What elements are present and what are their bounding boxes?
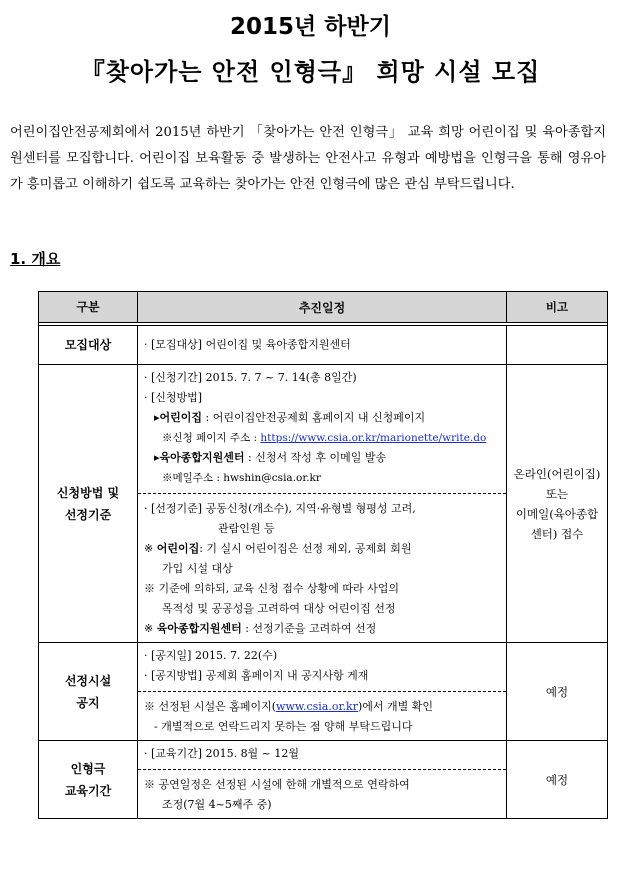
- title-line-1: 2015년 하반기: [230, 14, 391, 40]
- intro-paragraph: 어린이집안전공제회에서 2015년 하반기 「찾아가는 안전 인형극」 교육 희망 어린이집 및 육아종합지원센터를 모집합니다. 어린이집 보육활동 중 발생하는 안전사고 유형과 예방법을 인형극을 통해 영유아가 흥미롭고 이해하기 쉽도록 교육하는 찾아가는 안전 인형극에 많은 관심 부탁드립니다.: [10, 125, 606, 192]
- application-page-link[interactable]: https://www.csia.or.kr/marionette/write.do: [260, 432, 487, 444]
- table-row-education: [39, 741, 608, 819]
- category-notice-line1: 선정시설: [64, 673, 112, 688]
- table-row-target: [39, 326, 608, 365]
- dashed-divider: [138, 769, 506, 770]
- triangle-bullet-icon: ▸: [154, 451, 160, 464]
- note1-label: 어린이집: [156, 542, 200, 555]
- note-notice: 예정: [507, 643, 608, 741]
- note3-text: : 선정기준을 고려하여 선정: [241, 622, 377, 635]
- category-education-line2: 교육기간: [64, 783, 112, 798]
- page-prefix: ※신청 페이지 주소 :: [162, 432, 261, 444]
- note2-line2: 목적성 및 공공성을 고려하여 대상 어린이집 선정: [162, 602, 396, 615]
- daycare-label: 어린이집: [159, 411, 203, 424]
- note1-text: : 기 실시 어린이집은 선정 제외, 공제회 회원: [199, 542, 412, 555]
- dashed-divider: [138, 493, 506, 494]
- dashed-divider: [138, 691, 506, 692]
- table-header-row: [39, 292, 608, 323]
- notice-method: · [공지방법] 공제회 홈페이지 내 공지사항 게재: [144, 669, 369, 682]
- table-row-application: [39, 365, 608, 643]
- email-line: ※메일주소 : hwshin@csia.or.kr: [162, 472, 321, 484]
- application-period: · [신청기간] 2015. 7. 7 ~ 7. 14(총 8일간): [144, 371, 357, 384]
- center-text: : 신청서 작성 후 이메일 발송: [244, 451, 387, 464]
- notice-date: · [공지일] 2015. 7. 22(수): [144, 649, 278, 662]
- category-application-line2: 선정기준: [64, 507, 112, 522]
- triangle-bullet-icon: ▸: [154, 411, 160, 424]
- application-method: · [신청방법]: [144, 391, 203, 404]
- header-category: 구분: [39, 292, 138, 323]
- daycare-text: : 어린이집안전공제회 홈페이지 내 신청페이지: [202, 411, 426, 424]
- header-note: 비고: [507, 292, 608, 323]
- homepage-link[interactable]: www.csia.or.kr: [276, 700, 358, 713]
- remark-line1: 온라인(어린이집): [513, 466, 601, 481]
- remark-line3: 이메일(육아종합: [515, 506, 599, 521]
- category-target: 모집대상: [39, 326, 138, 365]
- note-mark-icon: ※: [144, 542, 157, 555]
- criteria-line1: · [선정기준] 공동신청(개소수), 지역·유형별 형평성 고려,: [144, 502, 416, 515]
- note1-line2: 가입 시설 대상: [162, 562, 233, 575]
- title-line-2: 『찾아가는 안전 인형극』 희망 시설 모집: [80, 58, 541, 86]
- note2-line1: ※ 기준에 의하되, 교육 신청 접수 상황에 따라 사업의: [144, 582, 399, 595]
- remark-line4: 센터) 접수: [530, 526, 584, 541]
- center-label: 육아종합지원센터: [159, 451, 245, 464]
- overview-table: [38, 291, 608, 819]
- criteria-line2: 관람인원 등: [218, 522, 275, 535]
- target-content: · [모집대상] 어린이집 및 육아종합지원센터: [144, 338, 351, 351]
- section-heading: 1. 개요: [10, 250, 61, 268]
- check-line2: - 개별적으로 연락드리지 못하는 점 양해 부탁드립니다: [154, 720, 413, 733]
- category-education-line1: 인형극: [70, 761, 106, 776]
- remark-line2: 또는: [545, 486, 569, 501]
- check-suffix: )에서 개별 확인: [357, 700, 434, 713]
- note-education: 예정: [507, 741, 608, 819]
- education-period: · [교육기간] 2015. 8월 ~ 12월: [144, 747, 300, 760]
- category-notice-line2: 공지: [76, 695, 100, 710]
- check-prefix: ※ 선정된 시설은 홈페이지(: [144, 700, 277, 713]
- category-application-line1: 신청방법 및: [56, 485, 120, 500]
- education-note-line1: ※ 공연일정은 선정된 시설에 한해 개별적으로 연락하여: [144, 778, 410, 791]
- note-target: [507, 326, 608, 365]
- note3-label: 육아종합지원센터: [156, 622, 242, 635]
- table-row-notice: [39, 643, 608, 741]
- education-note-line2: 조정(7월 4~5째주 중): [162, 798, 272, 811]
- note-mark-icon: ※: [144, 622, 157, 635]
- header-schedule: 추진일정: [138, 292, 507, 323]
